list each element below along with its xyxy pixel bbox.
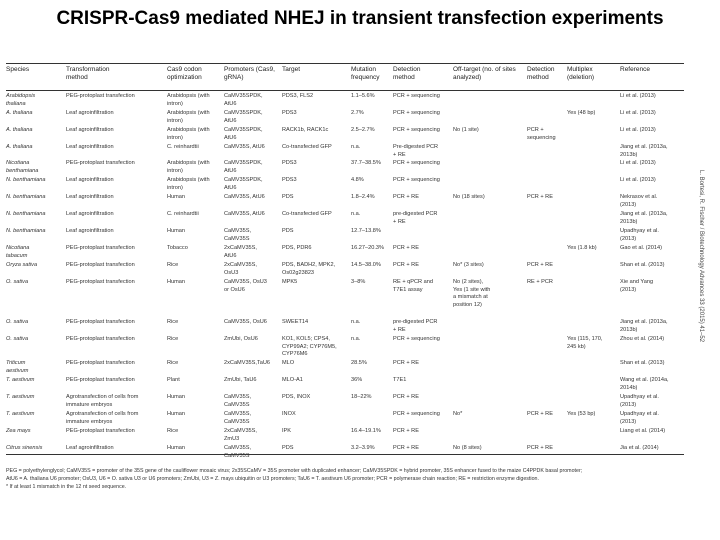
cell-off-target-detection: PCR + RE: [527, 445, 553, 451]
cell-mutation-frequency: 36%: [351, 377, 363, 383]
table-body: [6, 91, 684, 459]
table-header-row: [6, 64, 684, 90]
header-promoters: Promoters (Cas9, gRNA): [224, 66, 275, 81]
cell-codon-optimization: Tobacco: [167, 245, 188, 251]
cell-species: O. sativa: [6, 336, 29, 342]
cell-detection-method: PCR + RE: [393, 194, 419, 200]
cell-reference: Jiang et al. (2013a, 2013b): [620, 211, 668, 225]
header-codon-optimization: Cas9 codon optimization: [167, 66, 202, 81]
cell-mutation-frequency: 3.2–3.9%: [351, 445, 375, 451]
cell-transformation-method: Agrotransfection of cells from immature embryos: [66, 394, 139, 408]
cell-target: PDS: [282, 194, 294, 200]
footnote-abbreviations-2: AtU6 = A. thaliana U6 promoter; OsU3, U6 = O. sativa U3 or U6 promoters; ZmUbi, U3 = Z. mays ubiquitin or U3 promoters; TaU6 = T. aestivum U6 promoter; PCR = polymerase chain reaction; RE = restriction enzyme digestion.: [6, 476, 539, 482]
table-footnotes: [6, 467, 686, 491]
cell-detection-method: RE + qPCR and T7E1 assay: [393, 279, 433, 293]
cell-detection-method: PCR + RE: [393, 428, 419, 434]
cell-off-target: No (18 sites): [453, 194, 485, 200]
cell-species: A. thaliana: [6, 127, 33, 133]
cell-reference: Upadhyay et al. (2013): [620, 228, 659, 242]
cell-transformation-method: PEG-protoplast transfection: [66, 279, 135, 285]
cell-target: MPK5: [282, 279, 298, 285]
cell-codon-optimization: Rice: [167, 319, 179, 325]
cell-codon-optimization: C. reinhardtii: [167, 144, 199, 150]
cell-detection-method: PCR + sequencing: [393, 336, 440, 342]
cell-reference: Li et al. (2013): [620, 177, 656, 183]
cell-mutation-frequency: 14.5–38.0%: [351, 262, 381, 268]
cell-detection-method: PCR + sequencing: [393, 160, 440, 166]
cell-mutation-frequency: 12.7–13.8%: [351, 228, 381, 234]
cell-reference: Shan et al. (2013): [620, 360, 665, 366]
cell-detection-method: PCR + RE: [393, 445, 419, 451]
cell-promoters: CaMV35S, AtU6: [224, 144, 265, 150]
cell-promoters: 2xCaMV35S,TaU6: [224, 360, 271, 366]
cell-codon-optimization: Arabidopsis (with intron): [167, 93, 210, 107]
header-reference: Reference: [620, 66, 650, 73]
cell-promoters: 2xCaMV35S, ZmU3: [224, 428, 257, 442]
cell-species: N. benthamiana: [6, 228, 46, 234]
cell-promoters: CaMV35S, CaMV35S: [224, 394, 252, 408]
cell-mutation-frequency: 16.27–20.3%: [351, 245, 384, 251]
cell-target: PDS, BADH2, MPK2, Os02g23823: [282, 262, 336, 276]
cell-species: Nicotiana benthamiana: [6, 160, 39, 174]
cell-off-target-detection: PCR + RE: [527, 194, 553, 200]
cell-reference: Upadhyay et al. (2013): [620, 411, 659, 425]
header-species: Species: [6, 66, 30, 73]
cell-codon-optimization: Arabidopsis (with intron): [167, 127, 210, 141]
cell-codon-optimization: Arabidopsis (with intron): [167, 177, 210, 191]
footnote-abbreviations-1: PEG = polyethylenglycol; CaMV35S = promoter of the 35S gene of the cauliflower mosaic virus; 2x35SCaMV = 35S promoter with duplicated enhancer; CaMV35SPDK = hybrid promoter, 35S enhancer fused to the maize C4PPDK basal promoter;: [6, 468, 583, 474]
cell-target: PDS: [282, 445, 294, 451]
cell-codon-optimization: Plant: [167, 377, 180, 383]
cell-target: PDS3: [282, 177, 297, 183]
cell-reference: Li et al. (2013): [620, 110, 656, 116]
cell-mutation-frequency: 37.7–38.5%: [351, 160, 381, 166]
cell-promoters: CaMV35S, AtU6: [224, 211, 265, 217]
cell-detection-method: PCR + sequencing: [393, 110, 440, 116]
header-off-target: Off-target (no. of sites analyzed): [453, 66, 516, 81]
cell-detection-method: pre-digested PCR + RE: [393, 211, 438, 225]
cell-promoters: CaMV35S, OsU6: [224, 319, 267, 325]
cell-target: Co-transfected GFP: [282, 144, 332, 150]
cell-detection-method: T7E1: [393, 377, 407, 383]
cell-detection-method: PCR + sequencing: [393, 411, 440, 417]
slide-title: CRISPR-Cas9 mediated NHEJ in transient transfection experiments: [56, 8, 664, 29]
cell-promoters: ZmUbi, TaU6: [224, 377, 257, 383]
cell-detection-method: PCR + sequencing: [393, 127, 440, 133]
cell-target: PDS: [282, 228, 294, 234]
cell-target: INOX: [282, 411, 296, 417]
cell-transformation-method: PEG-protoplast transfection: [66, 319, 135, 325]
cell-species: Citrus sinensis: [6, 445, 43, 451]
header-detection-method: Detection method: [393, 66, 421, 81]
cell-target: SWEET14: [282, 319, 309, 325]
cell-target: Co-transfected GFP: [282, 211, 332, 217]
cell-transformation-method: PEG-protoplast transfection: [66, 377, 135, 383]
cell-codon-optimization: Human: [167, 445, 186, 451]
cell-codon-optimization: C. reinhardtii: [167, 211, 199, 217]
cell-target: MLO: [282, 360, 295, 366]
cell-detection-method: PCR + sequencing: [393, 177, 440, 183]
cell-promoters: CaMV35SPDK, AtU6: [224, 160, 263, 174]
cell-transformation-method: Leaf agroinfiltration: [66, 194, 114, 200]
cell-reference: Xie and Yang (2013): [620, 279, 654, 293]
cell-codon-optimization: Rice: [167, 262, 179, 268]
cell-target: PDS, INOX: [282, 394, 311, 400]
cell-codon-optimization: Arabidopsis (with intron): [167, 110, 210, 124]
cell-transformation-method: Leaf agroinfiltration: [66, 228, 114, 234]
cell-species: O. sativa: [6, 279, 29, 285]
cell-codon-optimization: Human: [167, 279, 186, 285]
cell-reference: Jia et al. (2014): [620, 445, 659, 451]
cell-mutation-frequency: 18–22%: [351, 394, 372, 400]
header-off-target-detection: Detection method: [527, 66, 555, 81]
cell-species: N. benthamiana: [6, 177, 46, 183]
cell-detection-method: Pre-digested PCR + RE: [393, 144, 439, 158]
cell-multiplex: Yes (1.8 kb): [567, 245, 597, 251]
cell-species: Arabidopsis thaliana: [6, 93, 36, 107]
cell-mutation-frequency: 28.5%: [351, 360, 367, 366]
crispr-table: [6, 63, 684, 459]
cell-transformation-method: PEG-protoplast transfection: [66, 360, 135, 366]
cell-transformation-method: Leaf agroinfiltration: [66, 127, 114, 133]
cell-multiplex: Yes (48 bp): [567, 110, 596, 116]
cell-species: A. thaliana: [6, 110, 33, 116]
side-citation: L. Bortesi, R. Fischer / Biotechnology Advances 33 (2015) 41–52: [698, 170, 704, 343]
cell-mutation-frequency: 2.7%: [351, 110, 364, 116]
cell-codon-optimization: Human: [167, 411, 186, 417]
cell-target: IPK: [282, 428, 292, 434]
cell-target: PDS3, FLS2: [282, 93, 314, 99]
cell-transformation-method: Leaf agroinfiltration: [66, 177, 114, 183]
cell-reference: Li et al. (2013): [620, 93, 656, 99]
cell-target: RACK1b, RACK1c: [282, 127, 329, 133]
cell-species: Triticum aestivum: [6, 360, 29, 374]
cell-transformation-method: PEG-protoplast transfection: [66, 160, 135, 166]
cell-detection-method: PCR + RE: [393, 245, 419, 251]
cell-reference: Gao et al. (2014): [620, 245, 662, 251]
cell-mutation-frequency: 1.1–5.6%: [351, 93, 375, 99]
cell-species: T. aestivum: [6, 377, 35, 383]
header-mutation-frequency: Mutation frequency: [351, 66, 380, 81]
cell-mutation-frequency: n.a.: [351, 211, 361, 217]
cell-detection-method: pre-digested PCR + RE: [393, 319, 438, 333]
cell-codon-optimization: Human: [167, 228, 186, 234]
cell-reference: Li et al. (2013): [620, 127, 656, 133]
cell-off-target: No (1 site): [453, 127, 479, 133]
cell-species: T. aestivum: [6, 411, 35, 417]
header-transformation-method: Transformation method: [66, 66, 110, 81]
cell-species: N. benthamiana: [6, 194, 46, 200]
cell-species: N. benthamiana: [6, 211, 46, 217]
footnote-mismatch: * If at least 1 mismatch in the 12 nt seed sequence.: [6, 484, 127, 490]
cell-promoters: 2xCaMV35S, AtU6: [224, 245, 257, 259]
cell-codon-optimization: Arabidopsis (with intron): [167, 160, 210, 174]
cell-mutation-frequency: 1.8–2.4%: [351, 194, 375, 200]
cell-reference: Liang et al. (2014): [620, 428, 666, 434]
cell-promoters: CaMV35SPDK, AtU6: [224, 127, 263, 141]
cell-reference: Upadhyay et al. (2013): [620, 394, 659, 408]
cell-promoters: CaMV35S, CaMV35S: [224, 445, 252, 459]
header-target: Target: [282, 66, 301, 73]
cell-species: Oryza sativa: [6, 262, 38, 268]
cell-species: O. sativa: [6, 319, 29, 325]
cell-mutation-frequency: n.a.: [351, 144, 361, 150]
cell-off-target: No (2 sites), Yes (1 site with a mismatch at position 12): [453, 279, 491, 308]
cell-detection-method: PCR + RE: [393, 360, 419, 366]
cell-off-target-detection: PCR + sequencing: [527, 127, 556, 141]
cell-transformation-method: Leaf agroinfiltration: [66, 211, 114, 217]
cell-mutation-frequency: 3–8%: [351, 279, 366, 285]
cell-transformation-method: PEG-protoplast transfection: [66, 245, 135, 251]
cell-promoters: CaMV35S, CaMV35S: [224, 228, 252, 242]
cell-transformation-method: Leaf agroinfiltration: [66, 110, 114, 116]
cell-off-target-detection: PCR + RE: [527, 262, 553, 268]
cell-promoters: CaMV35SPDK, AtU6: [224, 177, 263, 191]
cell-reference: Wang et al. (2014a, 2014b): [620, 377, 669, 391]
cell-promoters: CaMV35S, OsU3 or OsU6: [224, 279, 267, 293]
cell-species: A. thaliana: [6, 144, 33, 150]
cell-mutation-frequency: 2.5–2.7%: [351, 127, 375, 133]
cell-target: PDS3: [282, 160, 297, 166]
cell-promoters: CaMV35S, AtU6: [224, 194, 265, 200]
cell-promoters: CaMV35SPDK, AtU6: [224, 110, 263, 124]
cell-reference: Zhou et al. (2014): [620, 336, 665, 342]
cell-transformation-method: PEG-protoplast transfection: [66, 428, 135, 434]
cell-target: PDS, PDR6: [282, 245, 312, 251]
cell-promoters: ZmUbi, OsU6: [224, 336, 258, 342]
cell-target: KO1, KOL5; CPS4, CYP99A2; CYP76M5, CYP76M6: [282, 336, 337, 358]
cell-codon-optimization: Human: [167, 394, 186, 400]
cell-promoters: CaMV35SPDK, AtU6: [224, 93, 263, 107]
cell-promoters: 2xCaMV35S, OsU3: [224, 262, 257, 276]
cell-off-target: No (8 sites): [453, 445, 482, 451]
cell-detection-method: PCR + RE: [393, 394, 419, 400]
cell-mutation-frequency: 16.4–19.1%: [351, 428, 381, 434]
cell-target: MLO-A1: [282, 377, 303, 383]
cell-multiplex: Yes (53 bp): [567, 411, 596, 417]
cell-codon-optimization: Rice: [167, 428, 179, 434]
cell-off-target-detection: RE + PCR: [527, 279, 553, 285]
cell-multiplex: Yes (115, 170, 245 kb): [567, 336, 603, 350]
cell-transformation-method: Agrotransfection of cells from immature embryos: [66, 411, 139, 425]
cell-species: Zea mays: [6, 428, 31, 434]
cell-off-target-detection: PCR + RE: [527, 411, 553, 417]
cell-mutation-frequency: 4.8%: [351, 177, 364, 183]
cell-reference: Shan et al. (2013): [620, 262, 665, 268]
cell-species: Nicotiana tabacum: [6, 245, 30, 259]
cell-detection-method: PCR + RE: [393, 262, 419, 268]
cell-codon-optimization: Rice: [167, 360, 179, 366]
cell-promoters: CaMV35S, CaMV35S: [224, 411, 252, 425]
cell-reference: Nekrasov et al. (2013): [620, 194, 658, 208]
cell-reference: Li et al. (2013): [620, 160, 656, 166]
cell-mutation-frequency: n.a.: [351, 336, 361, 342]
cell-transformation-method: PEG-protoplast transfection: [66, 262, 135, 268]
cell-transformation-method: Leaf agroinfiltration: [66, 445, 114, 451]
cell-transformation-method: PEG-protoplast transfection: [66, 336, 135, 342]
cell-off-target: No*: [453, 411, 463, 417]
cell-mutation-frequency: n.a.: [351, 319, 361, 325]
table-bottom-rule: [6, 454, 684, 455]
header-multiplex: Multiplex (deletion): [567, 66, 595, 81]
cell-codon-optimization: Rice: [167, 336, 179, 342]
cell-detection-method: PCR + sequencing: [393, 93, 440, 99]
cell-reference: Jiang et al. (2013a, 2013b): [620, 144, 668, 158]
cell-off-target: No* (3 sites): [453, 262, 484, 268]
cell-transformation-method: PEG-protoplast transfection: [66, 93, 135, 99]
cell-transformation-method: Leaf agroinfiltration: [66, 144, 114, 150]
cell-species: T. aestivum: [6, 394, 35, 400]
cell-reference: Jiang et al. (2013a, 2013b): [620, 319, 668, 333]
cell-target: PDS3: [282, 110, 297, 116]
cell-codon-optimization: Human: [167, 194, 186, 200]
